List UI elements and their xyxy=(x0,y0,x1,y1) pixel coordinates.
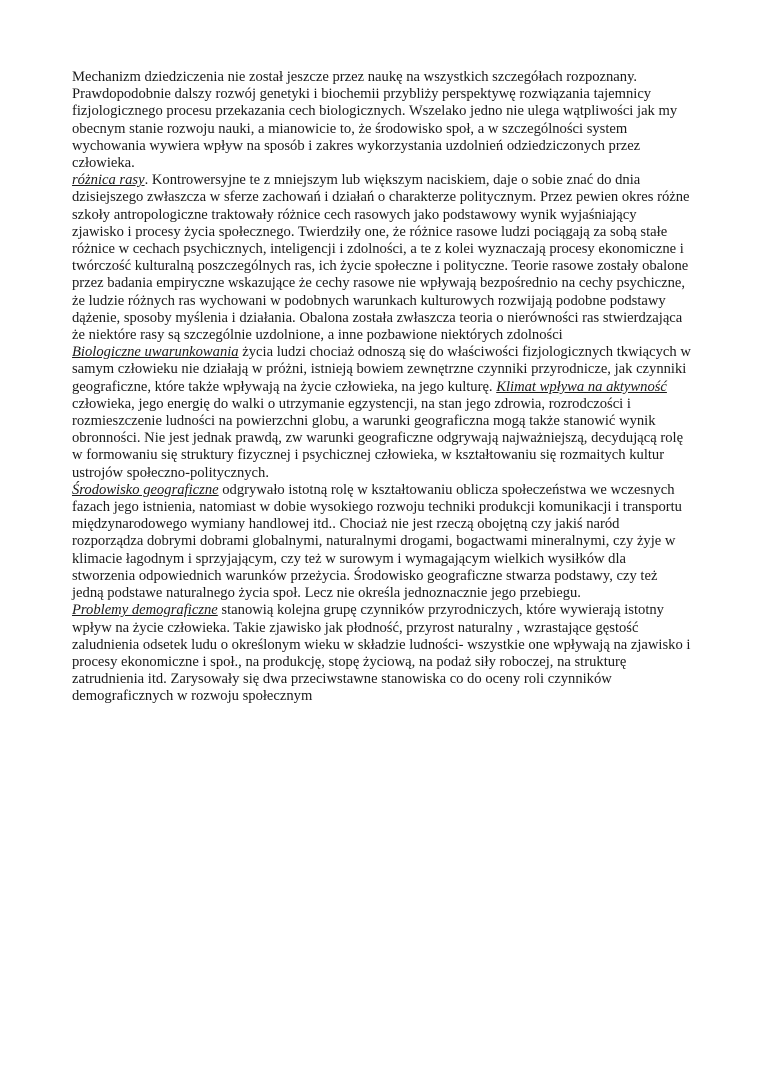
paragraph-heredity xyxy=(72,69,692,172)
paragraph-geographic-environment xyxy=(72,482,692,602)
term-climate: Klimat wpływa na aktywność xyxy=(496,378,667,395)
paragraph-race-difference xyxy=(72,172,692,344)
document-body xyxy=(72,69,692,706)
paragraph-text: odgrywało istotną rolę w kształtowaniu oblicza społeczeństwa we wczesnych fazach jego istnienia, natomiast w dobie wysokiego rozwoju techniki produkcji komunikacji i transportu międzynarodowego wymiany handlowej itd.. Chociaż nie jest rzeczą obojętną czy jakiś naród rozporządza dobrymi dobrami globalnymi, naturalnymi drogami, bogactwami mineralnymi, czy żyje w klimacie łagodnym i sprzyjającym, czy też w surowym i wymagającym wielkich wysiłków dla stworzenia odpowiednich warunków przeżycia. Środowisko geograficzne stwarza podstawy, czy też jedną podstawe naturalnego życia społ. Lecz nie określa jednoznacznie jego przebiegu. xyxy=(72,481,682,602)
paragraph-text: życia ludzi chociaż odnoszą się do właściwości fizjologicznych tkwiących w samym człowieku nie działają w próżni, istnieją bowiem zewnętrzne czynniki przyrodnicze, jak czynniki geograficzne, które także wpływają na życie człowieka, na jego kulturę. xyxy=(72,344,691,395)
term-race-difference: różnica rasy xyxy=(72,172,145,189)
paragraph-biological-conditions xyxy=(72,344,692,482)
term-biological-conditions: Biologiczne uwarunkowania xyxy=(72,344,239,361)
paragraph-demographic-problems xyxy=(72,602,692,705)
term-demographic-problems: Problemy demograficzne xyxy=(72,602,218,619)
term-geographic-environment: Środowisko geograficzne xyxy=(72,481,219,498)
paragraph-text: człowieka, jego energię do walki o utrzymanie egzystencji, na stan jego zdrowia, rozrodczości i rozmieszczenie ludności na powierzchni globu, a warunki geograficzna mogą także stanowić wynik obronności. Nie jest jednak prawdą, zw warunki geograficzne odgrywają najważniejszą, decydującą rolę w formowaniu się struktury fizycznej i psychicznej człowieka, w kształtowaniu się rozmaitych kultur ustrojów społeczno-politycznych. xyxy=(72,395,684,481)
paragraph-text: Mechanizm dziedziczenia nie został jeszcze przez naukę na wszystkich szczegółach rozpoznany. Prawdopodobnie dalszy rozwój genetyki i biochemii przybliży perspektywę rozwiązania tajemnicy fizjologicznego procesu przekazania cech biologicznych. Wszelako jedno nie ulega wątpliwości jak my obecnym stanie rozwoju nauki, a mianowicie to, że środowisko społ, a w szczególności system wychowania wywiera wpływ na sposób i zakres wykorzystania uzdolnień odziedziczonych przez człowieka. xyxy=(72,69,678,172)
paragraph-text: stanowią kolejna grupę czynników przyrodniczych, które wywierają istotny wpływ na życie człowieka. Takie zjawisko jak płodność, przyrost naturalny , wzrastające gęstość zaludnienia odsetek ludu o określonym wieku w składzie ludności- wszystkie one wpływają na zjawisko i procesy ekonomiczne i społ., na produkcję, stopę życiową, na podaż siły roboczej, na strukturę zatrudnienia itd. Zarysowały się dwa przeciwstawne stanowiska co do oceny roli czynników demograficznych w rozwoju społecznym xyxy=(72,602,691,705)
paragraph-text: . Kontrowersyjne te z mniejszym lub większym naciskiem, daje o sobie znać do dnia dzisiejszego zwłaszcza w sferze zachowań i działań o charakterze politycznym. Przez pewien okres różne szkoły antropologiczne traktowały różnice cech rasowych jako podstawowy wynik wyjaśniający zjawisko i procesy życia społecznego. Twierdziły one, że różnice rasowe ludzi pociągają za sobą stałe różnice w cechach psychicznych, inteligencji i zdolności, a te z kolei wyznaczają procesy ekonomiczne i twórczość kulturalną poszczególnych ras, ich życie społeczne i polityczne. Teorie rasowe zostały obalone przez badania empiryczne wskazujące że cechy rasowe nie wpływają bezpośrednio na cechy psychiczne, że ludzie różnych ras wychowani w podobnych warunkach kulturowych rozwijają podobne podstawy dążenie, sposoby myślenia i działania. Obalona została zwłaszcza teoria o nierówności ras stwierdzająca że niektóre rasy są szczególnie uzdolnione, a inne pozbawione niektórych zdolności xyxy=(72,172,690,344)
